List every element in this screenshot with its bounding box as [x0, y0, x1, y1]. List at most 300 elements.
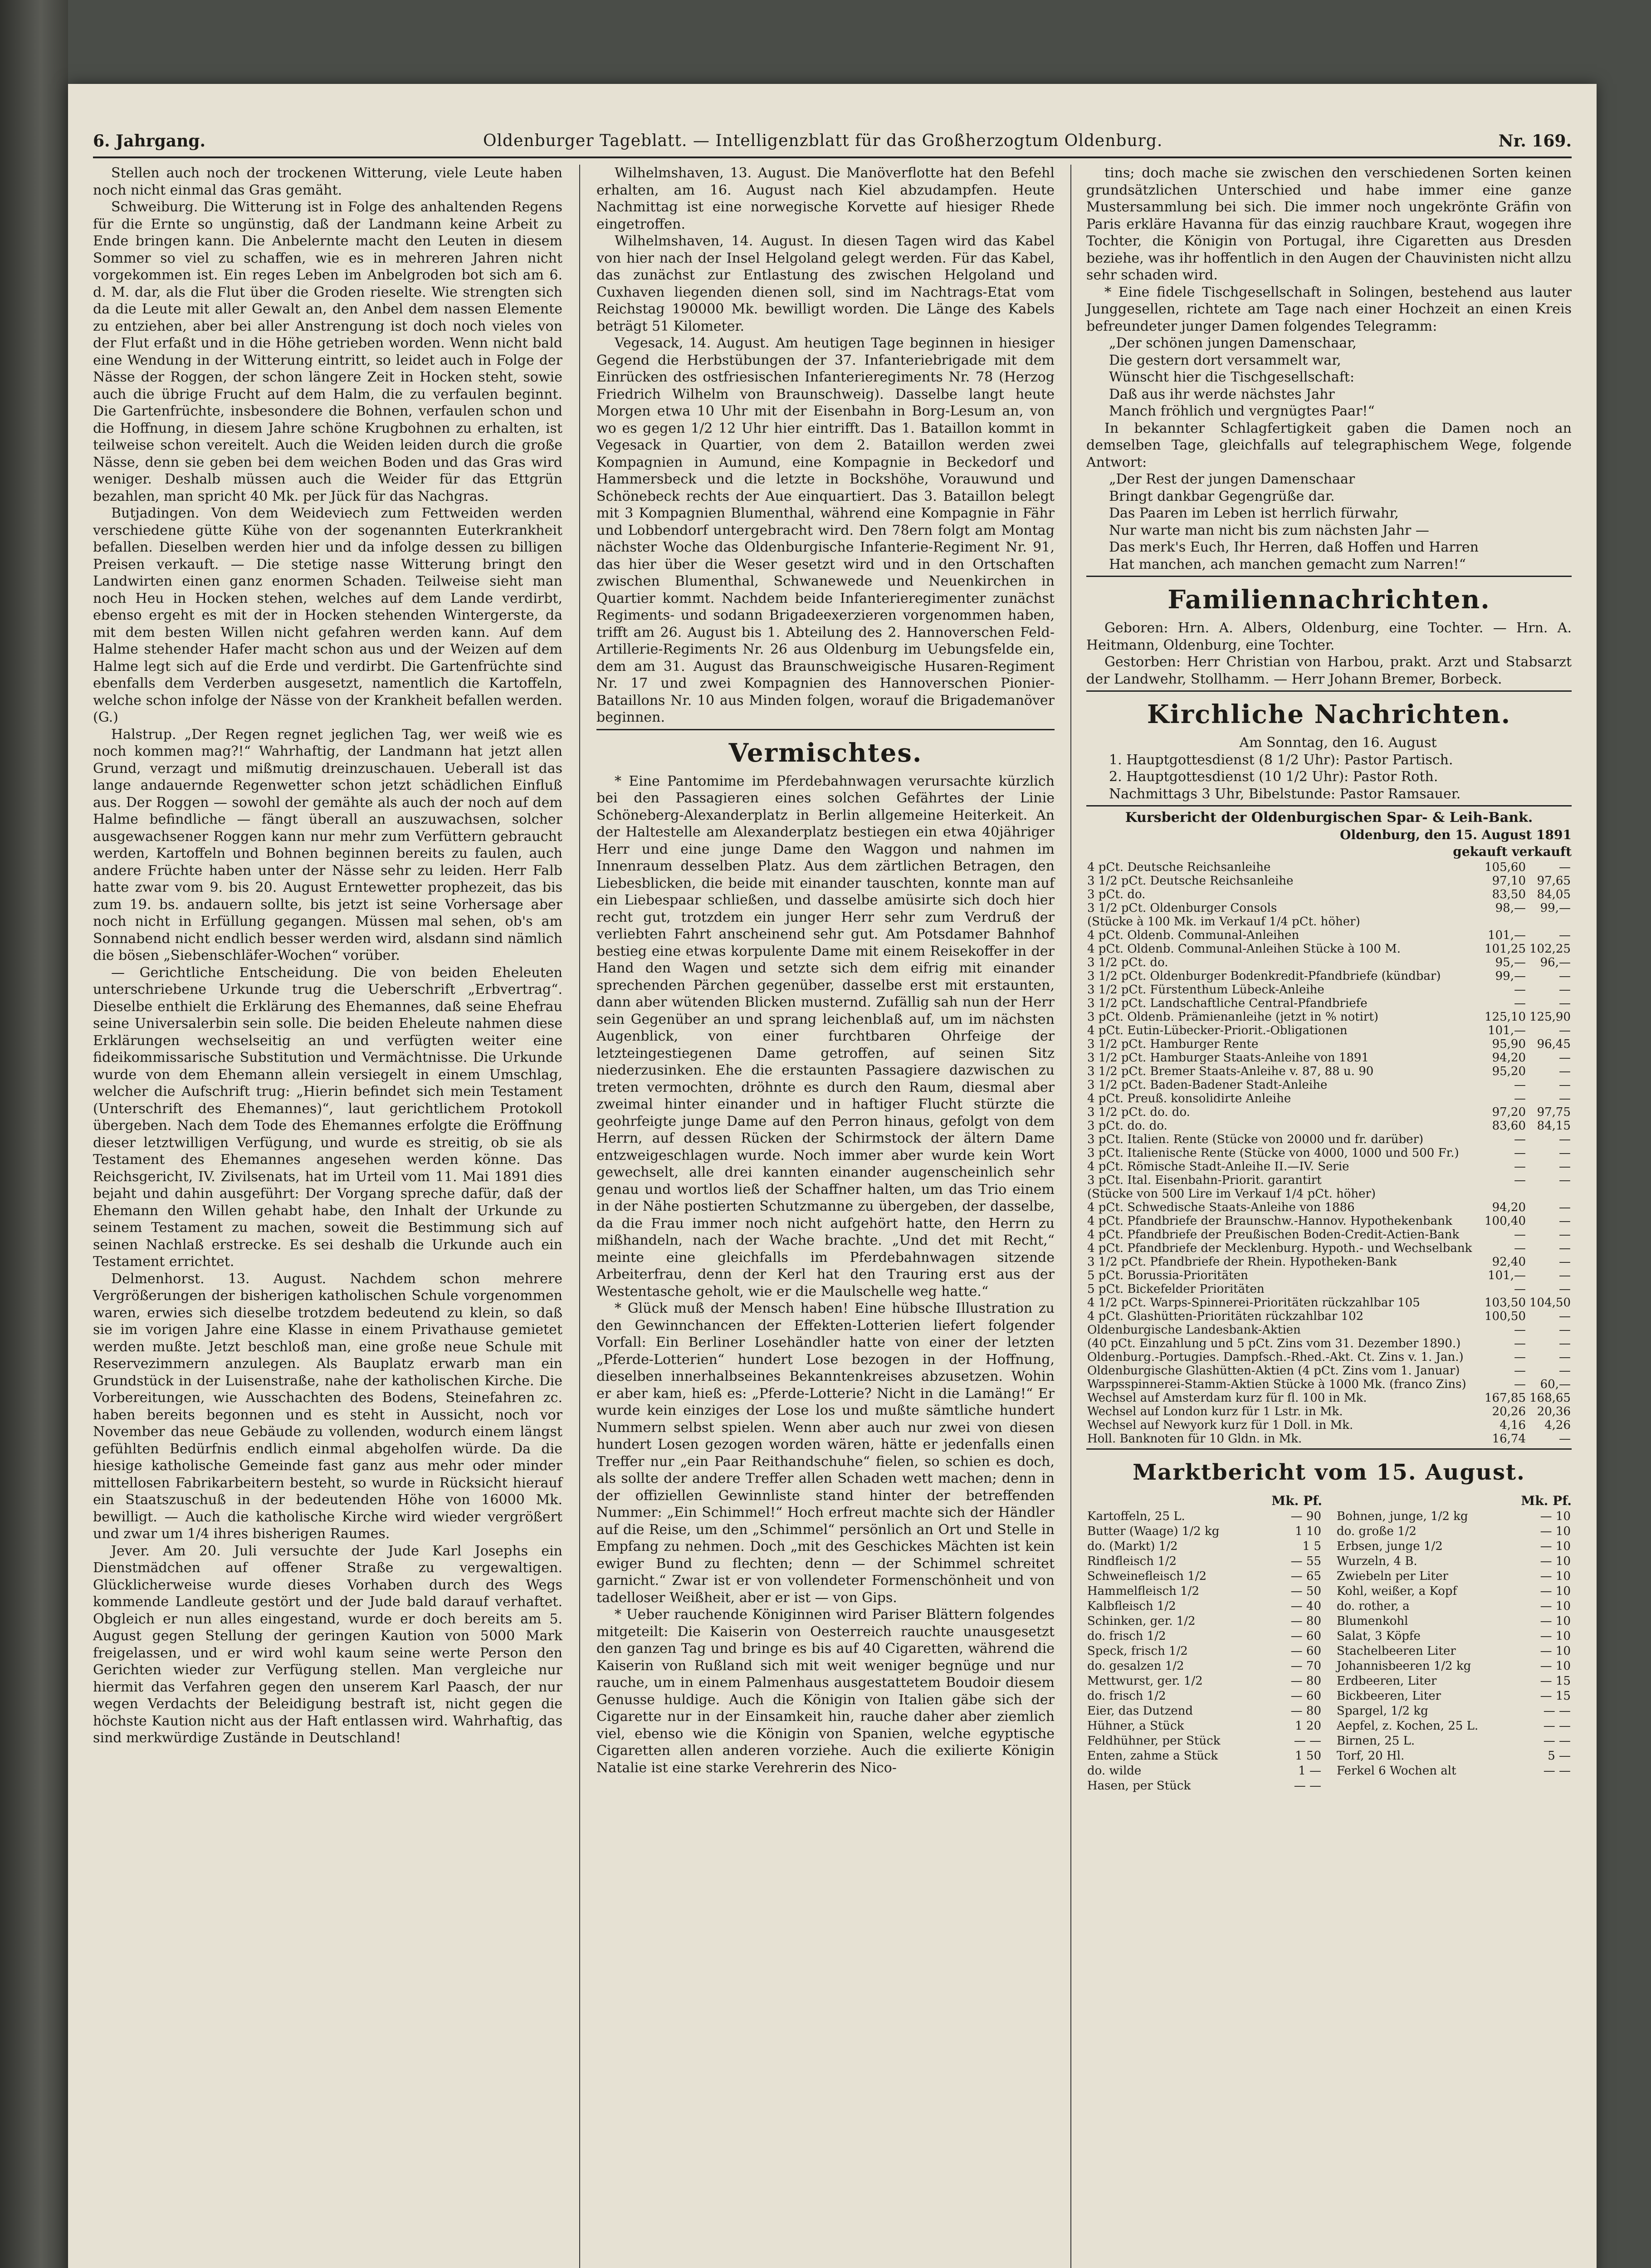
market-price: — 15 — [1540, 1689, 1571, 1703]
market-item: do. gesalzen 1/2 — [1087, 1659, 1184, 1673]
market-table-right — [1336, 1509, 1572, 1779]
kurs-sold: — — [1559, 1364, 1571, 1378]
poem-line: Wünscht hier die Tischgesellschaft: — [1109, 369, 1355, 385]
kurs-sold: — — [1559, 860, 1571, 874]
kurs-bought: — — [1514, 1282, 1526, 1296]
column-divider — [579, 165, 580, 2268]
market-price: — 65 — [1290, 1569, 1321, 1583]
article-paragraph: tins; doch mache sie zwischen den verschiedenen Sorten keinen grundsätzlichen Unterschied und habe immer eine ganze Mustersammlung bei sich. Die immer noch ungekrönte Gräfin von Paris erkläre Havanna für das einzig rauchbare Kraut, wogegen ihre Tochter, die Königin von Portugal, ihre Cigaretten aus Dresden beziehe, was ihr hoffentlich in den Augen der Chauvinisten nicht allzu sehr schaden wird. — [1086, 165, 1572, 283]
kurs-sold: — — [1559, 1146, 1571, 1160]
market-price: — 10 — [1540, 1540, 1571, 1553]
kurs-security: Wechsel auf Newyork kurz für 1 Doll. in Mk. — [1087, 1418, 1353, 1432]
section-title-church: Kirchliche Nachrichten. — [1147, 699, 1511, 729]
kurs-security: 3 1/2 pCt. Bremer Staats-Anleihe v. 87, 88 u. 90 — [1087, 1064, 1374, 1078]
poem-line: Bringt dankbar Gegengrüße dar. — [1109, 488, 1335, 504]
kurs-bought: — — [1514, 996, 1526, 1010]
market-row — [1336, 1749, 1572, 1764]
section-title-market: Marktbericht vom 15. August. — [1133, 1459, 1525, 1485]
church-service: Nachmittags 3 Uhr, Bibelstunde: Pastor Ramsauer. — [1109, 786, 1461, 802]
market-row — [1336, 1734, 1572, 1749]
poem-line: Das merk's Euch, Ihr Herren, daß Hoffen und Harren — [1109, 539, 1479, 555]
market-item: Zwiebeln per Liter — [1337, 1569, 1448, 1583]
kurs-sold: — — [1559, 969, 1571, 983]
kurs-row — [1086, 1432, 1572, 1446]
kurs-row — [1086, 860, 1572, 874]
market-row — [1086, 1674, 1322, 1689]
kurs-bought: 95,20 — [1492, 1064, 1526, 1078]
market-row — [1086, 1599, 1322, 1614]
kurs-sold: — — [1559, 996, 1571, 1010]
market-row — [1086, 1509, 1322, 1524]
section-rule — [1086, 1448, 1572, 1450]
market-unit-head: Mk. Pf. — [1271, 1493, 1322, 1508]
kurs-sold: — — [1559, 1023, 1571, 1037]
market-row — [1336, 1719, 1572, 1734]
section-rule — [596, 729, 1055, 730]
kurs-row — [1086, 1323, 1572, 1337]
kurs-sold: 104,50 — [1529, 1295, 1571, 1310]
kurs-security: 4 1/2 pCt. Warps-Spinnerei-Prioritäten rückzahlbar 105 — [1087, 1295, 1420, 1310]
kurs-sold: — — [1559, 928, 1571, 942]
kurs-row — [1086, 1146, 1572, 1160]
kurs-row — [1086, 969, 1572, 983]
kurs-security: (Stücke von 500 Lire im Verkauf 1/4 pCt. höher) — [1087, 1187, 1376, 1201]
market-row — [1336, 1539, 1572, 1554]
market-price: — — — [1294, 1779, 1321, 1793]
kurs-bought: 97,10 — [1492, 874, 1526, 888]
column-3 — [1086, 165, 1572, 1794]
kurs-row — [1086, 929, 1572, 942]
kurs-bought: 4,16 — [1500, 1418, 1526, 1432]
kurs-bought: — — [1514, 1078, 1526, 1092]
market-price: — 60 — [1290, 1689, 1321, 1703]
market-row — [1336, 1644, 1572, 1659]
kurs-security: 3 1/2 pCt. Baden-Badener Stadt-Anleihe — [1087, 1078, 1328, 1092]
poem-line: Die gestern dort versammelt war, — [1109, 352, 1341, 368]
kurs-row — [1086, 888, 1572, 901]
market-row — [1086, 1614, 1322, 1629]
kurs-security: (40 pCt. Einzahlung und 5 pCt. Zins vom 31. Dezember 1890.) — [1087, 1336, 1461, 1350]
market-price: — 40 — [1290, 1599, 1321, 1613]
market-row — [1086, 1554, 1322, 1569]
kurs-security: Oldenburgische Landesbank-Aktien — [1087, 1323, 1301, 1337]
kurs-sold: 84,15 — [1537, 1119, 1571, 1133]
market-price: — — — [1543, 1764, 1571, 1778]
kurs-security: 3 1/2 pCt. Fürstenthum Lübeck-Anleihe — [1087, 982, 1324, 997]
market-row — [1336, 1629, 1572, 1644]
kurs-sold: — — [1559, 1132, 1571, 1146]
kurs-security: Wechsel auf Amsterdam kurz für fl. 100 in Mk. — [1087, 1391, 1367, 1405]
kurs-security: 3 1/2 pCt. Oldenburger Bodenkredit-Pfandbriefe (kündbar) — [1087, 969, 1441, 983]
kurs-sold: — — [1559, 1078, 1571, 1092]
kurs-security: (Stücke à 100 Mk. im Verkauf 1/4 pCt. höher) — [1087, 914, 1360, 929]
market-item: Bickbeeren, Liter — [1337, 1689, 1441, 1703]
kurs-security: 3 1/2 pCt. Oldenburger Consols — [1087, 901, 1277, 915]
kurs-sold: 20,36 — [1537, 1404, 1571, 1418]
market-item: Schweinefleisch 1/2 — [1087, 1569, 1207, 1583]
market-item: Butter (Waage) 1/2 kg — [1087, 1525, 1220, 1538]
kurs-sold: 168,65 — [1529, 1391, 1571, 1405]
market-price: — 10 — [1540, 1599, 1571, 1613]
volume-label: 6. Jahrgang. — [93, 132, 205, 151]
market-row — [1336, 1569, 1572, 1584]
market-row — [1086, 1524, 1322, 1539]
market-item: do. (Markt) 1/2 — [1087, 1540, 1178, 1553]
kurs-row — [1086, 1282, 1572, 1296]
kurs-row — [1086, 1269, 1572, 1282]
kurs-row — [1086, 1350, 1572, 1364]
market-price: — 10 — [1540, 1584, 1571, 1598]
market-item: Feldhühner, per Stück — [1087, 1734, 1221, 1748]
market-item: Salat, 3 Köpfe — [1337, 1629, 1421, 1643]
market-item: Kohl, weißer, a Kopf — [1337, 1584, 1457, 1598]
kurs-row — [1086, 1078, 1572, 1092]
kurs-row — [1086, 1378, 1572, 1391]
market-item: Eier, das Dutzend — [1087, 1704, 1193, 1718]
market-item: do. frisch 1/2 — [1087, 1629, 1166, 1643]
kurs-bought: 101,— — [1488, 928, 1526, 942]
market-item: Erbsen, junge 1/2 — [1337, 1540, 1443, 1553]
kurs-row — [1086, 1119, 1572, 1133]
market-row — [1086, 1569, 1322, 1584]
market-row — [1086, 1629, 1322, 1644]
article-paragraph: Wilhelmshaven, 13. August. Die Manöverflotte hat den Befehl erhalten, am 16. August nach Kiel abzudampfen. Heute Nachmittag ist eine norwegische Korvette auf hiesiger Rhede eingetroffen. — [596, 165, 1055, 232]
market-item: Kalbfleisch 1/2 — [1087, 1599, 1176, 1613]
kurs-row — [1086, 942, 1572, 956]
kurs-bought: 94,20 — [1492, 1200, 1526, 1214]
kurs-row — [1086, 1214, 1572, 1228]
kurs-security: Oldenburg.-Portugies. Dampfsch.-Rhed.-Akt. Ct. Zins v. 1. Jan.) — [1087, 1350, 1464, 1364]
kurs-title: Kursbericht der Oldenburgischen Spar- & Leih-Bank. — [1125, 810, 1533, 826]
article-paragraph: Stellen auch noch der trockenen Witterung, viele Leute haben noch nicht einmal das Gras gemäht. — [93, 165, 562, 198]
kurs-row — [1086, 1173, 1572, 1187]
kurs-row — [1086, 1160, 1572, 1173]
market-price: — 10 — [1540, 1659, 1571, 1673]
kurs-security: 3 1/2 pCt. Pfandbriefe der Rhein. Hypotheken-Bank — [1087, 1255, 1397, 1269]
kurs-security: 3 1/2 pCt. Hamburger Staats-Anleihe von 1891 — [1087, 1051, 1369, 1065]
kurs-sold: — — [1559, 1309, 1571, 1323]
church-service: 1. Hauptgottesdienst (8 1/2 Uhr): Pastor Partisch. — [1109, 752, 1453, 768]
poem-line: Daß aus ihr werde nächstes Jahr — [1109, 386, 1335, 402]
market-item: Hühner, a Stück — [1087, 1719, 1184, 1733]
market-item: do. wilde — [1087, 1764, 1142, 1778]
market-price: — 10 — [1540, 1554, 1571, 1568]
header-rule — [93, 156, 1572, 158]
market-row — [1336, 1584, 1572, 1599]
kurs-row — [1086, 1364, 1572, 1378]
kurs-sold: 96,45 — [1537, 1037, 1571, 1051]
kurs-security: 3 pCt. do. — [1087, 887, 1146, 901]
market-row — [1086, 1764, 1322, 1779]
market-price: — 10 — [1540, 1510, 1571, 1523]
poem-line: Manch fröhlich und vergnügtes Paar!“ — [1109, 403, 1375, 419]
kurs-bought: — — [1514, 1091, 1526, 1105]
kurs-security: 3 pCt. do. do. — [1087, 1119, 1167, 1133]
masthead-line: Oldenburger Tageblatt. — Intelligenzblatt für das Großherzogtum Oldenburg. — [483, 132, 1163, 150]
market-item: Spargel, 1/2 kg — [1337, 1704, 1428, 1718]
market-price: — 50 — [1290, 1584, 1321, 1598]
kurs-sold: 102,25 — [1529, 942, 1571, 956]
kurs-sold: — — [1559, 982, 1571, 997]
kurs-bought: 101,25 — [1485, 942, 1526, 956]
kurs-sold: 96,— — [1540, 955, 1571, 969]
kurs-sold: — — [1559, 1227, 1571, 1242]
market-item: Hammelfleisch 1/2 — [1087, 1584, 1199, 1598]
kurs-sold: — — [1559, 1323, 1571, 1337]
market-item: Bohnen, junge, 1/2 kg — [1337, 1510, 1468, 1523]
kurs-bought — [1482, 1187, 1527, 1201]
kurs-bought: 92,40 — [1492, 1255, 1526, 1269]
kurs-sold: — — [1559, 1091, 1571, 1105]
kurs-bought: 100,50 — [1485, 1309, 1526, 1323]
market-price: 1 20 — [1295, 1719, 1321, 1733]
church-service: 2. Hauptgottesdienst (10 1/2 Uhr): Pastor Roth. — [1109, 769, 1438, 785]
page-header — [93, 132, 1572, 158]
market-row — [1336, 1659, 1572, 1674]
kurs-bought: — — [1514, 1159, 1526, 1173]
market-price: — — — [1294, 1734, 1321, 1748]
kurs-bought: 103,50 — [1485, 1295, 1526, 1310]
kurs-row — [1086, 1092, 1572, 1105]
market-item: do. frisch 1/2 — [1087, 1689, 1166, 1703]
market-price: — 70 — [1290, 1659, 1321, 1673]
article-paragraph: * Ueber rauchende Königinnen wird Pariser Blättern folgendes mitgeteilt: Die Kaiserin von Oesterreich rauchte unausgesetzt den ganzen Tag und bringe es bis auf 40 Cigaretten, während die Kaiserin von Rußland sich mit weit weniger begnüge und nur rauche, um in einem Palmenhaus ausgestattetem Boudoir diesem Genusse huldige. Auch die Königin von Italien gäbe sich der Cigarette nur in der Einsamkeit hin, rauche daher aber ziemlich viel, ebenso wie die Königin von Spanien, welche egyptische Cigaretten allen anderen vorziehe. Auch die exilierte Königin Natalie ist eine starke Verehrerin des Nico- — [596, 1607, 1055, 1776]
poem-line: „Der Rest der jungen Damenschaar — [1109, 471, 1355, 487]
market-item: Birnen, 25 L. — [1337, 1734, 1415, 1748]
kurs-row — [1086, 1133, 1572, 1146]
article-paragraph: Jever. Am 20. Juli versuchte der Jude Karl Josephs ein Dienstmädchen auf offener Straße zu vergewaltigen. Glücklicherweise wurde dieses Vorhaben durch des Wegs kommende Landleute gestört und der Jude bald darauf verhaftet. Obgleich er nun alles eingestand, wurde er doch bereits am 5. August gegen Stellung der geringen Kaution von 5000 Mark freigelassen, und er wird wohl kaum seine werte Person den Gerichten wieder zur Verfügung stellen. Man vergleiche nur hiermit das Verfahren gegen den unserem Karl Paasch, der nur wegen Verdachts der Beleidigung bestraft ist, nicht gegen die höchste Kaution nicht aus der Haft entlassen wird. Wahrhaftig, das sind merkwürdige Zustände in Deutschland! — [93, 1543, 562, 1746]
column-2 — [596, 165, 1055, 1776]
issue-number: Nr. 169. — [1498, 132, 1572, 151]
kurs-row — [1086, 1024, 1572, 1037]
kurs-row — [1086, 1065, 1572, 1078]
market-price: — 55 — [1290, 1554, 1321, 1568]
kurs-row — [1086, 1418, 1572, 1432]
market-row — [1336, 1599, 1572, 1614]
market-price: — — — [1543, 1704, 1571, 1718]
kurs-bought: — — [1514, 1377, 1526, 1391]
kurs-security: 3 pCt. Italienische Rente (Stücke von 4000, 1000 und 500 Fr.) — [1087, 1146, 1459, 1160]
article-paragraph: Butjadingen. Von dem Weideviech zum Fettweiden werden verschiedene gütte Kühe von der sogenannten Euterkrankheit befallen. Dieselben werden hier und da infolge dessen zu billigen Preisen verkauft. — Die stetige nasse Witterung bringt den Landwirten einen ganz enormen Schaden. Teilweise sieht man noch Heu in Hocken stehen, welches auf dem Lande verdirbt, ebenso ergeht es mit der in Hocken stehenden Wintergerste, da mit dem besten Willen nicht gefahren werden kann. Auf dem Halme stehender Hafer macht schon aus und der Weizen auf dem Halme legt sich auf die Erde und verdirbt. Die Gartenfrüchte sind ebenfalls dem Verderben ausgesetzt, namentlich die Kartoffeln, welche schon infolge der Nässe von der Krankheit befallen werden. (G.) — [93, 505, 562, 725]
market-row — [1086, 1734, 1322, 1749]
kurs-security: Holl. Banknoten für 10 Gldn. in Mk. — [1087, 1432, 1302, 1446]
article-paragraph: Wilhelmshaven, 14. August. In diesen Tagen wird das Kabel von hier nach der Insel Helgoland gelegt werden. Für das Kabel, das zunächst zur Entlastung des zwischen Helgoland und Cuxhaven liegenden dienen soll, sind im Nachtrags-Etat vom Reichstag 190000 Mk. bewilligt worden. Die Länge des Kabels beträgt 51 Kilometer. — [596, 233, 1055, 334]
kurs-place-date: Oldenburg, den 15. August 1891 — [1340, 827, 1572, 842]
kurs-row — [1086, 1037, 1572, 1051]
market-item: Kartoffeln, 25 L. — [1087, 1510, 1185, 1523]
kurs-row — [1086, 1105, 1572, 1119]
market-price: — — — [1543, 1734, 1571, 1748]
kurs-sold: — — [1559, 1064, 1571, 1078]
section-title-family: Familiennachrichten. — [1167, 585, 1490, 615]
market-item: Speck, frisch 1/2 — [1087, 1644, 1188, 1658]
kurs-sold: 125,90 — [1529, 1010, 1571, 1024]
kurs-sold: 60,— — [1540, 1377, 1571, 1391]
kurs-sold: 84,05 — [1537, 887, 1571, 901]
kurs-security: 4 pCt. Oldenb. Communal-Anleihen Stücke à 100 M. — [1087, 942, 1401, 956]
market-row — [1086, 1779, 1322, 1794]
article-paragraph: Vegesack, 14. August. Am heutigen Tage beginnen in hiesiger Gegend die Herbstübungen der 37. Infanteriebrigade mit dem Einrücken des ostfriesischen Infanterieregiments Nr. 78 (Herzog Friedrich Wilhelm von Braunschweig). Dasselbe langt heute Morgen etwa 10 Uhr mit der Eisenbahn in Borg-Lesum an, von wo es gegen 1/2 12 Uhr hier eintrifft. Das 1. Bataillon kommt in Vegesack in Quartier, von dem 2. Bataillon werden zwei Kompagnien in Aumund, eine Kompagnie in Beckedorf und Hammersbeck und die letzte in Bockshöhe, Vorauwund und Schönebeck rechts der Aue einquartiert. Das 3. Bataillon belegt mit 3 Kompagnien Blumenthal, während eine Kompagnie in Fähr und Lobbendorf untergebracht wird. Den 78ern folgt am Montag nächster Woche das Oldenburgische Infanterie-Regiment Nr. 91, das hier über die Weser gesetzt wird und in den Ortschaften zwischen Blumenthal, Schwanewede und Neuenkirchen in Quartier kommt. Nachdem beide Infanterieregimenter zunächst Regiments- und sodann Brigadeexerzieren vorgenommen haben, trifft am 26. August bis 1. Abteilung des 2. Hannoverschen Feld-Artillerie-Regiments Nr. 26 aus Oldenburg im Uebungsfelde ein, dem am 31. August das Braunschweigische Husaren-Regiment Nr. 17 und zwei Kompagnien des Hannoverschen Pionier-Bataillons Nr. 10 aus Minden folgen, worauf die Brigademanöver beginnen. — [596, 335, 1055, 725]
kurs-bought: 125,10 — [1485, 1010, 1526, 1024]
kurs-row — [1086, 1187, 1572, 1201]
kurs-security: 3 1/2 pCt. Deutsche Reichsanleihe — [1087, 874, 1294, 888]
kurs-sold: — — [1559, 1241, 1571, 1255]
kurs-row — [1086, 1296, 1572, 1310]
market-price: — 80 — [1290, 1674, 1321, 1688]
market-price: — 10 — [1540, 1629, 1571, 1643]
kurs-bought: 105,60 — [1485, 860, 1526, 874]
kurs-row — [1086, 901, 1572, 915]
kurs-bought: 101,— — [1488, 1023, 1526, 1037]
market-row — [1086, 1659, 1322, 1674]
kurs-table — [1086, 860, 1572, 1446]
article-paragraph: Halstrup. „Der Regen regnet jeglichen Tag, wer weiß wie es noch kommen mag?!“ Wahrhaftig, der Landmann hat jetzt allen Grund, verzagt und mißmutig dreinzuschauen. Ueberall ist das lange andauernde Regenwetter schon jetzt schädlichen Einfluß aus. Der Roggen — sowohl der gemähte als auch der noch auf dem Halme befindliche — fängt überall an auszuwachsen, solcher ausgewachsener Roggen kann nur mehr zum Verfüttern gebraucht werden, Kartoffeln und Bohnen beginnen bereits zu faulen, auch andere Früchte haben unter der Nässe sehr zu leiden. Herr Falb hatte zwar vom 9. bis 20. August Erntewetter prophezeit, das bis zum 19. bs. andauern sollte, bis jetzt ist seine Vorhersage aber noch nicht in Erfüllung gegangen. Müssen mal sehen, ob's am Sonnabend nicht endlich besser werden wird, alsdann sind nämlich die bösen „Siebenschläfer-Wochen“ vorüber. — [93, 726, 562, 963]
market-row — [1336, 1509, 1572, 1524]
church-date: Am Sonntag, den 16. August — [1239, 735, 1437, 751]
kurs-bought: 101,— — [1488, 1268, 1526, 1282]
market-item: Schinken, ger. 1/2 — [1087, 1614, 1196, 1628]
kurs-sold: 99,— — [1540, 901, 1571, 915]
kurs-sold: — — [1559, 1200, 1571, 1214]
kurs-security: 3 1/2 pCt. do. do. — [1087, 1105, 1190, 1119]
article-paragraph: * Eine Pantomime im Pferdebahnwagen verursachte kürzlich bei den Passagieren eines solchen Gefährtes der Linie Schöneberg-Alexanderplatz in Berlin allgemeine Heiterkeit. An der Haltestelle am Alexanderplatz bestiegen ein etwa 40jähriger Herr und eine junge Dame den Waggon und nahmen im Innenraum desselben Platz. Aus dem zärtlichen Betragen, den Liebesblicken, die beide mit einander tauschten, konnte man auf ein Liebespaar schließen, und dasselbe amüsirte sich doch hier recht gut, trotzdem ein junger Herr sehr zum Verdruß der verliebten Fahrt anscheinend sehr gut. Am Potsdamer Bahnhof bestieg eine etwas korpulente Dame mit einem Reisekoffer in der Hand den Wagen und setzte sich dem eifrig mit einander sprechenden Pärchen gegenüber, dasselbe erst mit erstaunten, dann aber wütenden Blicken musternd. Zufällig sah nun der Herr sein Gegenüber an und sprang leichenblaß auf, um im nächsten Augenblick, von einer furchtbaren Ohrfeige der letzteingestiegenen Dame getroffen, auf seinen Sitz niederzusinken. Ehe die erstaunten Passagiere dazwischen zu treten vermochten, dröhnte es durch den Raum, diesmal aber zweimal hinter einander und in haftiger Flucht stürzte die geohrfeigte junge Dame auf den Perron hinaus, gefolgt von dem Herrn, auf dessen Rücken der Schirmstock der ältern Dame entzweigeschlagen wurde. Noch immer aber wurde kein Wort gewechselt, alle drei kannten einander augenscheinlich sehr genau und wortlos ließ der Schaffner halten, um das Trio einem in der Nähe postierten Schutzmanne zu übergeben, der dasselbe, da die Frau immer noch nicht aufgehört hatte, den Herrn zu mißhandeln, nach der Wache brachte. „Und det mit Recht,“ meinte eine gleichfalls im Pferdebahnwagen sitzende Arbeiterfrau, denn der Kerl hat den Trauring erst aus der Westentasche geholt, wie er die Maulschelle weg hatte.“ — [596, 773, 1055, 1300]
market-price: — 60 — [1290, 1629, 1321, 1643]
market-left — [1086, 1492, 1322, 1794]
kurs-sold: — — [1559, 1255, 1571, 1269]
market-item: Hasen, per Stück — [1087, 1779, 1191, 1793]
kurs-sold: — — [1559, 1268, 1571, 1282]
kurs-sold: — — [1559, 1173, 1571, 1187]
kurs-security: 4 pCt. Pfandbriefe der Braunschw.-Hannov. Hypothekenbank — [1087, 1214, 1452, 1228]
kurs-sold: 97,65 — [1537, 874, 1571, 888]
market-row — [1086, 1539, 1322, 1554]
kurs-bought: — — [1514, 1364, 1526, 1378]
market-item: do. rother, a — [1337, 1599, 1410, 1613]
kurs-bought: 95,90 — [1492, 1037, 1526, 1051]
kurs-sold: — — [1559, 1350, 1571, 1364]
kurs-security: 4 pCt. Pfandbriefe der Mecklenburg. Hypoth.- und Wechselbank — [1087, 1241, 1472, 1255]
market-unit-head: Mk. Pf. — [1521, 1493, 1572, 1508]
market-price: — 80 — [1290, 1704, 1321, 1718]
market-item: Mettwurst, ger. 1/2 — [1087, 1674, 1203, 1688]
market-row — [1336, 1674, 1572, 1689]
market-right — [1336, 1492, 1572, 1794]
family-notice: Gestorben: Herr Christian von Harbou, prakt. Arzt und Stabsarzt der Landwehr, Stollhamm. — Herr Johann Bremer, Borbeck. — [1086, 654, 1572, 687]
market-item: do. große 1/2 — [1337, 1525, 1417, 1538]
kurs-security: Oldenburgische Glashütten-Aktien (4 pCt. Zins vom 1. Januar) — [1087, 1364, 1460, 1378]
book-binding — [0, 0, 68, 2268]
kurs-sold: — — [1559, 1159, 1571, 1173]
kurs-bought: — — [1514, 1336, 1526, 1350]
kurs-security: 4 pCt. Schwedische Staats-Anleihe von 1886 — [1087, 1200, 1355, 1214]
market-price: — 10 — [1540, 1525, 1571, 1538]
market-row — [1336, 1704, 1572, 1719]
market-row — [1336, 1764, 1572, 1779]
section-rule — [1086, 805, 1572, 807]
kurs-security: Warpsspinnerei-Stamm-Aktien Stücke à 1000 Mk. (franco Zins) — [1087, 1377, 1466, 1391]
market-row — [1336, 1614, 1572, 1629]
kurs-security: 4 pCt. Eutin-Lübecker-Priorit.-Obligationen — [1087, 1023, 1348, 1037]
market-price: 1 10 — [1295, 1525, 1321, 1538]
kurs-security: 4 pCt. Oldenb. Communal-Anleihen — [1087, 928, 1299, 942]
kurs-sold: — — [1559, 1432, 1571, 1446]
kurs-security: 3 1/2 pCt. Hamburger Rente — [1087, 1037, 1259, 1051]
market-price: — 10 — [1540, 1569, 1571, 1583]
kurs-security: 4 pCt. Deutsche Reichsanleihe — [1087, 860, 1271, 874]
kurs-sold — [1527, 915, 1572, 929]
kurs-security: 3 1/2 pCt. Landschaftliche Central-Pfandbriefe — [1087, 996, 1368, 1010]
market-row — [1336, 1524, 1572, 1539]
kurs-bought: 100,40 — [1485, 1214, 1526, 1228]
kurs-row — [1086, 1228, 1572, 1242]
kurs-bought: 20,26 — [1492, 1404, 1526, 1418]
market-price: 1 50 — [1295, 1749, 1321, 1763]
kurs-row — [1086, 1337, 1572, 1350]
kurs-security: 5 pCt. Borussia-Prioritäten — [1087, 1268, 1248, 1282]
market-row — [1336, 1689, 1572, 1704]
section-rule — [1086, 576, 1572, 577]
kurs-security: 4 pCt. Pfandbriefe der Preußischen Boden-Credit-Actien-Bank — [1087, 1227, 1460, 1242]
article-paragraph: Schweiburg. Die Witterung ist in Folge des anhaltenden Regens für die Ernte so ungünstig, daß der Landmann keine Arbeit zu Ende bringen kann. Die Anbelernte macht den Leuten in diesem Sommer so viel zu schaffen, wie es in mehreren Jahren nicht vorgekommen ist. Ein reges Leben im Anbelgroden bot sich am 6. d. M. dar, als die Flut über die Groden rieselte. Wie strengten sich da die Leute mit aller Gewalt an, den Anbel dem nassen Elemente zu entziehen, aber bei aller Anstrengung ist doch noch vieles von der Flut erfaßt und in die Höhe getrieben worden. Wenn nicht bald eine Wendung in der Witterung eintritt, so leidet auch in Folge der Nässe der Roggen, der schon längere Zeit in Hocken steht, sowie auch die übrige Frucht auf dem Halm, die zu verfaulen beginnt. Die Gartenfrüchte, insbesondere die Bohnen, verfaulen schon und die Hoffnung, in diesem Jahre schöne Krugbohnen zu erhalten, ist teilweise schon vereitelt. Auch die Weiden leiden durch die große Nässe, denn sie geben bei dem weichen Boden und das Gras wird weniger. Deshalb müssen auch die Weider für das Ettgrün bezahlen, man spricht 40 Mk. per Jück für das Nachgras. — [93, 199, 562, 504]
kurs-bought: 94,20 — [1492, 1051, 1526, 1065]
kurs-row — [1086, 983, 1572, 997]
kurs-sold: 4,26 — [1544, 1418, 1571, 1432]
poem-line: „Der schönen jungen Damenschaar, — [1109, 335, 1357, 351]
market-row — [1086, 1749, 1322, 1764]
poem-line: Hat manchen, ach manchen gemacht zum Narren!“ — [1109, 556, 1466, 572]
market-row — [1086, 1704, 1322, 1719]
kurs-row — [1086, 997, 1572, 1010]
market-item: Ferkel 6 Wochen alt — [1337, 1764, 1456, 1778]
kurs-bought: 98,— — [1495, 901, 1526, 915]
kurs-sold: — — [1559, 1214, 1571, 1228]
kurs-bought: 83,60 — [1492, 1119, 1526, 1133]
kurs-bought: 167,85 — [1485, 1391, 1526, 1405]
kurs-column-head: gekauft verkauft — [1453, 844, 1572, 859]
kurs-security: Wechsel auf London kurz für 1 Lstr. in Mk. — [1087, 1404, 1343, 1418]
market-price: 1 — — [1298, 1764, 1321, 1778]
market-row — [1086, 1689, 1322, 1704]
kurs-bought: 97,20 — [1492, 1105, 1526, 1119]
market-price: — 80 — [1290, 1614, 1321, 1628]
column-1 — [93, 165, 562, 1747]
kurs-security: 3 pCt. Ital. Eisenbahn-Priorit. garantirt — [1087, 1173, 1322, 1187]
market-item: Blumenkohl — [1337, 1614, 1408, 1628]
kurs-security: 4 pCt. Preuß. konsolidirte Anleihe — [1087, 1091, 1291, 1105]
kurs-row — [1086, 1242, 1572, 1255]
kurs-security: 4 pCt. Glashütten-Prioritäten rückzahlbar 102 — [1087, 1309, 1364, 1323]
market-row — [1086, 1644, 1322, 1659]
market-item: Stachelbeeren Liter — [1337, 1644, 1456, 1658]
market-price: — 10 — [1540, 1614, 1571, 1628]
kurs-bought: — — [1514, 1146, 1526, 1160]
market-item: Wurzeln, 4 B. — [1337, 1554, 1417, 1568]
kurs-bought: 16,74 — [1492, 1432, 1526, 1446]
kurs-bought: — — [1514, 982, 1526, 997]
kurs-row — [1086, 1255, 1572, 1269]
kurs-security: 3 1/2 pCt. do. — [1087, 955, 1168, 969]
kurs-row — [1086, 1310, 1572, 1323]
market-price: 5 — — [1548, 1749, 1571, 1763]
article-paragraph: In bekannter Schlagfertigkeit gaben die Damen noch an demselben Tage, gleichfalls auf telegraphischem Wege, folgende Antwort: — [1086, 420, 1572, 470]
market-row — [1336, 1554, 1572, 1569]
kurs-sold: — — [1559, 1051, 1571, 1065]
newspaper-page — [68, 84, 1597, 2268]
market-item: Torf, 20 Hl. — [1337, 1749, 1405, 1763]
kurs-bought: 95,— — [1495, 955, 1526, 969]
section-title-misc: Vermischtes. — [728, 738, 923, 768]
market-price: — 15 — [1540, 1674, 1571, 1688]
